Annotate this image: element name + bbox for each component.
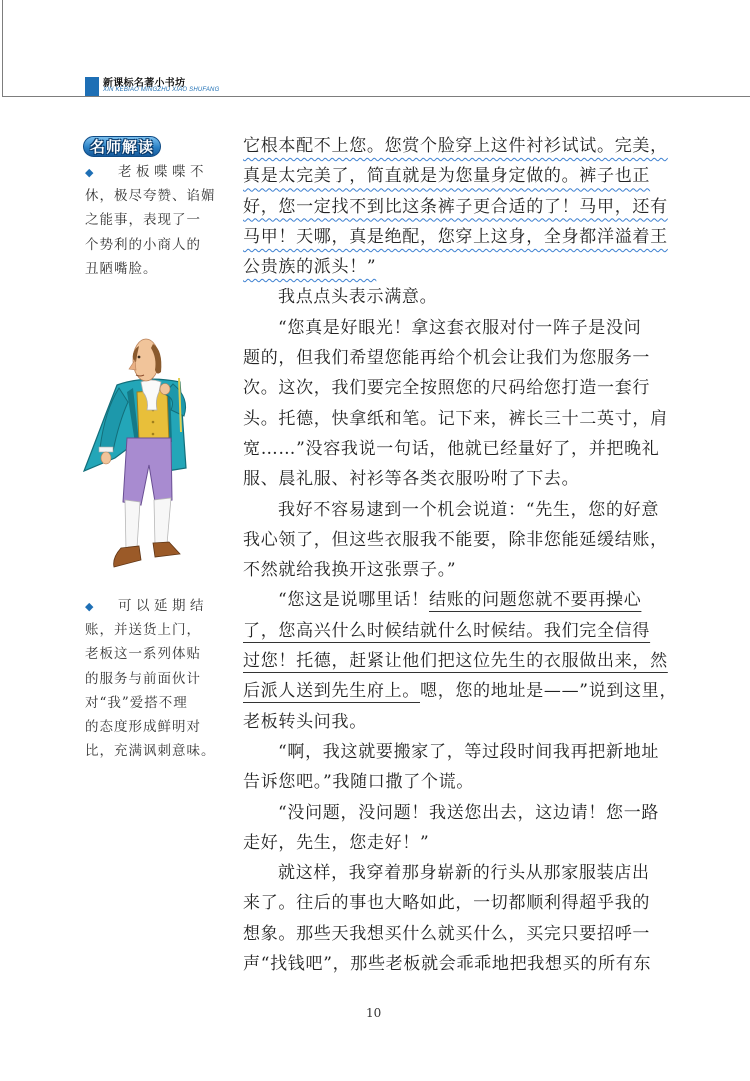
line-text: 就这样，我穿着那身崭新的行头从那家服装店出 — [278, 863, 650, 884]
underlined-text: 结账的问题您就不要再操心 — [429, 590, 642, 611]
wavy-underlined-text: 真是太完美了，简直就是为您量身定做的。裤子也正 — [243, 166, 651, 187]
series-pinyin: XIN KEBIAO MINGZHU XIAO SHUFANG — [103, 87, 220, 93]
line-text: 我心领了，但这些衣服我不能要，除非您能延缓结账， — [243, 529, 668, 550]
text-line — [243, 131, 673, 161]
text-line — [243, 858, 673, 888]
vest-button — [152, 433, 155, 436]
note-line — [85, 160, 213, 184]
wavy-underlined-text: 好，您一定找不到比这条裤子更合适的了！马甲，还有 — [243, 196, 668, 217]
wavy-underlined-text: 公贵族的派头！” — [243, 257, 377, 278]
text-line — [243, 949, 673, 979]
text-line — [243, 798, 673, 828]
right-stocking — [154, 498, 171, 545]
text-line — [243, 373, 673, 403]
line-text: “您真是好眼光！拿这套衣服对付一阵子是没问 — [278, 317, 642, 338]
text-line — [243, 464, 673, 494]
wavy-underlined-text: 马甲！天哪，真是绝配，您穿上这身，全身都洋溢着王 — [243, 226, 668, 247]
line-text: 头。托德，快拿纸和笔。记下来，裤长三十二英寸，肩 — [243, 408, 668, 429]
text-line — [243, 616, 673, 646]
page-edge-line — [2, 0, 3, 97]
left-cuff — [99, 447, 113, 452]
text-line — [243, 828, 673, 858]
text-line — [243, 434, 673, 464]
note-text: 可以延期结 — [118, 598, 208, 614]
text-line — [243, 192, 673, 222]
line-text: “您这是说哪里话！ — [278, 590, 429, 611]
text-line — [243, 555, 673, 585]
line-text: 告诉您吧。”我随口撒了个谎。 — [243, 772, 474, 793]
margin-note — [85, 160, 216, 281]
note-line: 休，极尽夸赞、谄媚 — [85, 188, 216, 205]
text-line — [243, 525, 673, 555]
note-line: 之能事，表现了一 — [85, 212, 201, 229]
merchant-illustration — [75, 330, 200, 580]
merchant-breeches — [123, 438, 172, 505]
text-line — [243, 585, 673, 615]
header-rule — [2, 96, 750, 97]
text-line — [243, 252, 673, 282]
left-shoe — [114, 546, 141, 567]
note-line: 比，充满讽刺意味。 — [85, 743, 216, 760]
line-text: 走好，先生，您走好！” — [243, 832, 430, 853]
series-logo-square — [85, 77, 99, 96]
text-line — [243, 313, 673, 343]
text-line — [243, 737, 673, 767]
note-line: 的态度形成鲜明对 — [85, 718, 201, 735]
line-text: 我好不容易逮到一个机会说道：“先生，您的好意 — [278, 499, 660, 520]
wavy-underlined-text: 它根本配不上您。您赏个脸穿上这件衬衫试试。完美， — [243, 136, 668, 156]
merchant-nose — [129, 360, 136, 370]
line-text: 嗯，您的地址是——”说到这里， — [420, 681, 678, 702]
merchant-eye — [138, 356, 141, 359]
line-text: 我点点头表示满意。 — [278, 287, 438, 308]
line-text: 服、晨礼服、衬衫等各类衣服吩咐了下去。 — [243, 469, 580, 490]
underlined-text: 后派人送到先生府上。 — [243, 681, 420, 702]
line-text: 次。这次，我们要完全按照您的尺码给您打造一套行 — [243, 378, 651, 399]
badge-label: 名师解读 — [89, 138, 154, 156]
line-text: 想象。那些天我想买什么就买什么，买完只要招呼一 — [243, 923, 651, 944]
page-number: 10 — [366, 1006, 382, 1020]
text-line — [243, 161, 673, 191]
note-line: 账，并送货上门， — [85, 622, 201, 639]
merchant-right-hand — [160, 384, 170, 395]
note-line: 对“我”爱搭不理 — [85, 694, 188, 711]
series-title: 新课标名著小书坊 — [103, 78, 186, 89]
text-line — [243, 676, 678, 706]
line-text: 宽……”没容我说一句话，他就已经量好了，并把晚礼 — [243, 438, 660, 459]
merchant-left-hand — [101, 452, 111, 464]
underlined-text: 了，您高兴什么时候结就什么时候结。我们完全信得 — [243, 620, 651, 641]
note-line: 丑陋嘴脸。 — [85, 260, 158, 277]
story-text — [243, 131, 678, 979]
merchant-head — [133, 339, 159, 381]
diamond-bullet-icon: ◆ — [85, 166, 94, 179]
vest-button — [152, 421, 155, 424]
text-line — [243, 404, 673, 434]
line-text: 声“找钱吧”，那些老板就会乖乖地把我想买的所有东 — [243, 954, 652, 975]
merchant-figure — [84, 339, 186, 567]
line-text: 不然就给我换开这张票子。” — [243, 560, 457, 581]
text-line — [243, 495, 673, 525]
note-line: 个势利的小商人的 — [85, 236, 201, 253]
text-line — [243, 222, 673, 252]
text-line — [243, 919, 673, 949]
margin-note — [85, 594, 216, 763]
line-text: 来了。往后的事也大略如此，一切都顺利得超乎我的 — [243, 893, 651, 914]
line-text: “没问题，没问题！我送您出去，这边请！您一路 — [278, 802, 660, 823]
line-text: 老板转头问我。 — [243, 711, 367, 732]
text-line — [243, 646, 673, 676]
note-text: 老板喋喋不 — [118, 164, 208, 180]
text-line — [243, 343, 673, 373]
right-shoe — [153, 542, 180, 557]
teacher-commentary-badge — [83, 136, 161, 157]
left-stocking — [125, 500, 140, 550]
text-line — [243, 282, 673, 312]
note-line: 老板这一系列体贴 — [85, 646, 201, 663]
line-text: “啊，我这就要搬家了，等过段时间我再把新地址 — [278, 741, 660, 762]
note-line: 的服务与前面伙计 — [85, 670, 201, 687]
text-line — [243, 767, 673, 797]
text-line — [243, 888, 673, 918]
text-line — [243, 707, 673, 737]
diamond-bullet-icon: ◆ — [85, 600, 94, 613]
note-line — [85, 594, 213, 618]
underlined-text: 过您！托德，赶紧让他们把这位先生的衣服做出来，然 — [243, 651, 668, 672]
line-text: 题的，但我们希望您能再给个机会让我们为您服务一 — [243, 348, 651, 369]
